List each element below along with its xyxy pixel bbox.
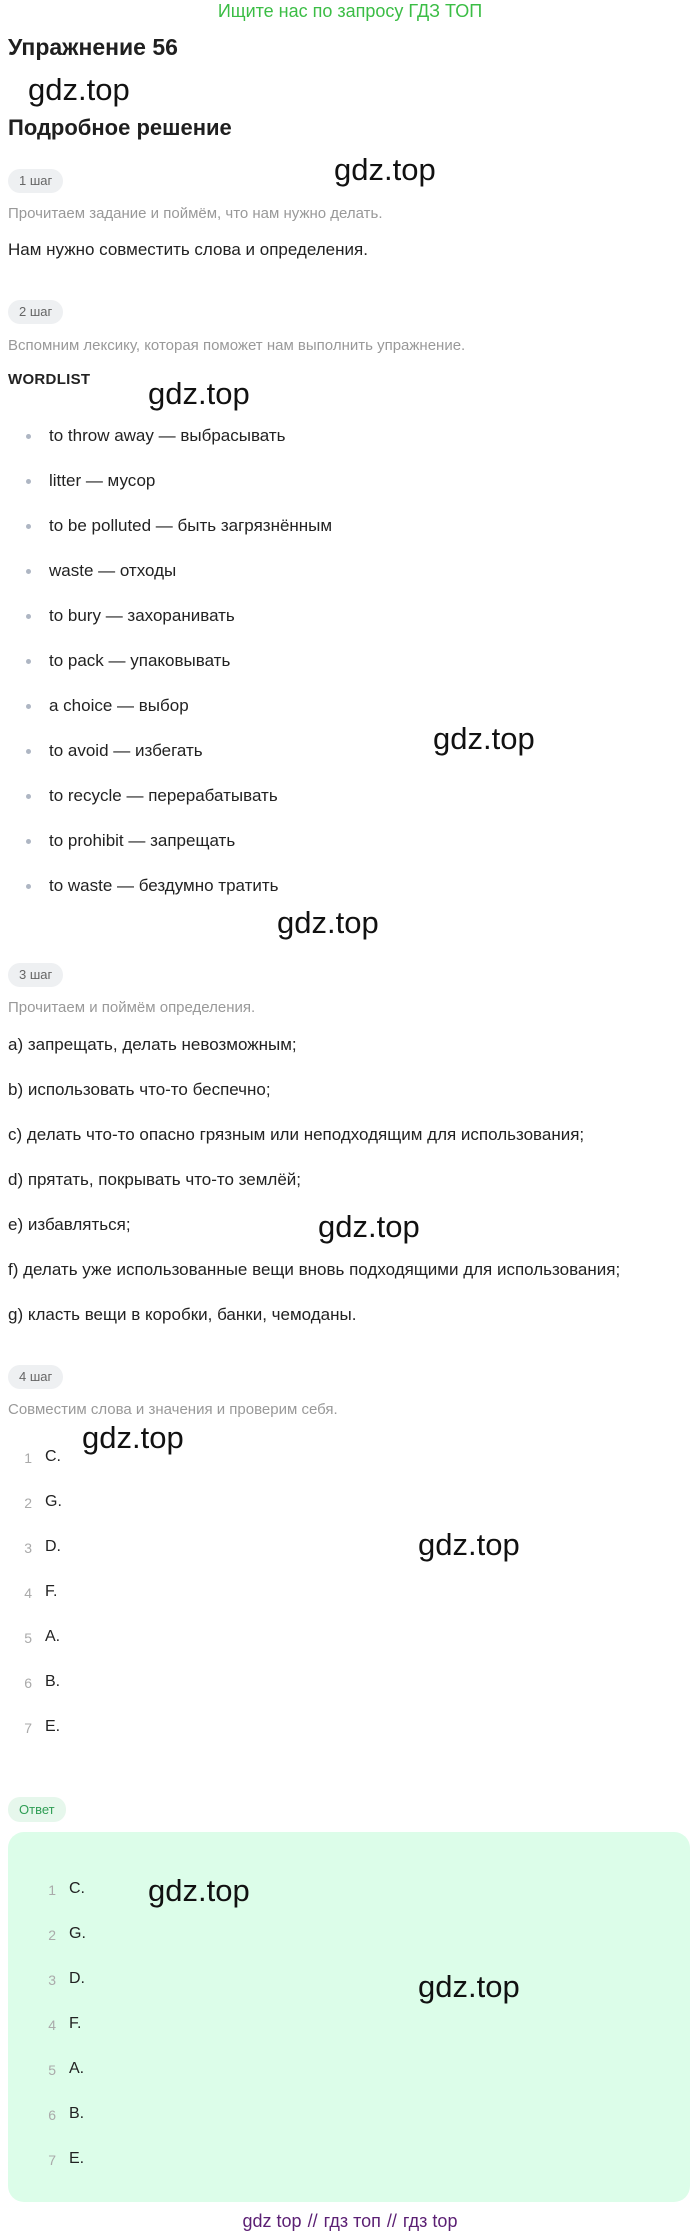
answer-letter: A. <box>69 2060 85 2077</box>
definition-item: d) прятать, покрывать что-то землёй; <box>8 1170 302 1189</box>
answer-number: 2 <box>48 1927 56 1943</box>
answer-number: 1 <box>48 1882 56 1898</box>
step-hint: Прочитаем задание и поймём, что нам нужно делать. <box>8 205 383 222</box>
step-badge-4: 4 шаг <box>8 1365 63 1389</box>
watermark: gdz.top <box>82 1420 184 1455</box>
match-letter: G. <box>45 1493 62 1510</box>
match-letter: A. <box>45 1628 61 1645</box>
answer-letter: D. <box>69 1970 85 1987</box>
wordlist-item: to pack — упаковывать <box>49 651 231 670</box>
match-letter: C. <box>45 1448 61 1465</box>
bullet <box>26 704 31 709</box>
exercise-title: Упражнение 56 <box>8 34 178 60</box>
answer-number: 3 <box>48 1972 56 1988</box>
wordlist-item: litter — мусор <box>49 471 156 490</box>
watermark: gdz.top <box>318 1209 420 1244</box>
match-number: 2 <box>24 1495 32 1511</box>
step-badge-1: 1 шаг <box>8 169 63 193</box>
step-badge-3: 3 шаг <box>8 963 63 987</box>
footer-link[interactable]: гдз top <box>402 2211 458 2231</box>
footer-separator: // <box>386 2211 397 2231</box>
definition-item: a) запрещать, делать невозможным; <box>8 1035 297 1054</box>
answer-letter: C. <box>69 1880 85 1897</box>
bullet <box>26 659 31 664</box>
match-letter: B. <box>45 1673 61 1690</box>
definition-item: g) класть вещи в коробки, банки, чемоданы. <box>8 1305 357 1324</box>
answer-letter: B. <box>69 2105 85 2122</box>
bullet <box>26 569 31 574</box>
watermark: gdz.top <box>148 1873 250 1908</box>
wordlist-heading: WORDLIST <box>8 371 91 388</box>
bullet <box>26 524 31 529</box>
footer-separator: // <box>307 2211 318 2231</box>
wordlist-item: to recycle — перерабатывать <box>49 786 278 805</box>
watermark: gdz.top <box>418 1527 520 1562</box>
watermark: gdz.top <box>148 376 250 411</box>
watermark: gdz.top <box>433 721 535 756</box>
watermark: gdz.top <box>277 905 379 940</box>
step-hint: Совместим слова и значения и проверим себя. <box>8 1401 338 1418</box>
wordlist-item: waste — отходы <box>49 561 177 580</box>
definition-item: b) использовать что-то беспечно; <box>8 1080 271 1099</box>
match-letter: E. <box>45 1718 61 1735</box>
answer-badge: Ответ <box>8 1797 66 1822</box>
step-text: Нам нужно совместить слова и определения. <box>8 240 368 259</box>
definition-item: c) делать что-то опасно грязным или неподходящим для использования; <box>8 1125 585 1144</box>
watermark: gdz.top <box>418 1969 520 2004</box>
match-number: 6 <box>24 1675 32 1691</box>
wordlist-item: to waste — бездумно тратить <box>49 876 279 895</box>
answer-number: 5 <box>48 2062 56 2078</box>
watermark: gdz.top <box>28 72 130 107</box>
wordlist-item: to throw away — выбрасывать <box>49 426 286 445</box>
step-hint: Прочитаем и поймём определения. <box>8 999 256 1016</box>
wordlist-item: a choice — выбор <box>49 696 189 715</box>
match-number: 7 <box>24 1720 32 1736</box>
wordlist-item: to prohibit — запрещать <box>49 831 236 850</box>
bullet <box>26 749 31 754</box>
definition-item: e) избавляться; <box>8 1215 131 1234</box>
wordlist-item: to be polluted — быть загрязнённым <box>49 516 333 535</box>
match-number: 4 <box>24 1585 32 1601</box>
bullet <box>26 434 31 439</box>
answer-number: 6 <box>48 2107 56 2123</box>
definition-item: f) делать уже использованные вещи вновь подходящими для использования; <box>8 1260 621 1279</box>
step-badge-2: 2 шаг <box>8 300 63 324</box>
match-number: 3 <box>24 1540 32 1556</box>
footer-links <box>0 2209 700 2233</box>
search-banner[interactable]: Ищите нас по запросу ГДЗ ТОП <box>217 1 483 21</box>
step-hint: Вспомним лексику, которая поможет нам выполнить упражнение. <box>8 337 466 354</box>
answer-letter: E. <box>69 2150 85 2167</box>
answer-letter: G. <box>69 1925 86 1942</box>
match-letter: D. <box>45 1538 61 1555</box>
match-letter: F. <box>45 1583 58 1600</box>
bullet <box>26 479 31 484</box>
bullet <box>26 614 31 619</box>
wordlist-item: to avoid — избегать <box>49 741 203 760</box>
answer-box <box>8 1832 690 2202</box>
bullet <box>26 884 31 889</box>
bullet <box>26 794 31 799</box>
footer-link[interactable]: гдз топ <box>323 2211 381 2231</box>
answer-letter: F. <box>69 2015 82 2032</box>
solution-title: Подробное решение <box>8 115 232 140</box>
answer-number: 4 <box>48 2017 56 2033</box>
answer-number: 7 <box>48 2152 56 2168</box>
bullet <box>26 839 31 844</box>
match-number: 5 <box>24 1630 32 1646</box>
footer-link[interactable]: gdz top <box>242 2211 302 2231</box>
watermark: gdz.top <box>334 152 436 187</box>
wordlist-item: to bury — захоранивать <box>49 606 235 625</box>
match-number: 1 <box>24 1450 32 1466</box>
